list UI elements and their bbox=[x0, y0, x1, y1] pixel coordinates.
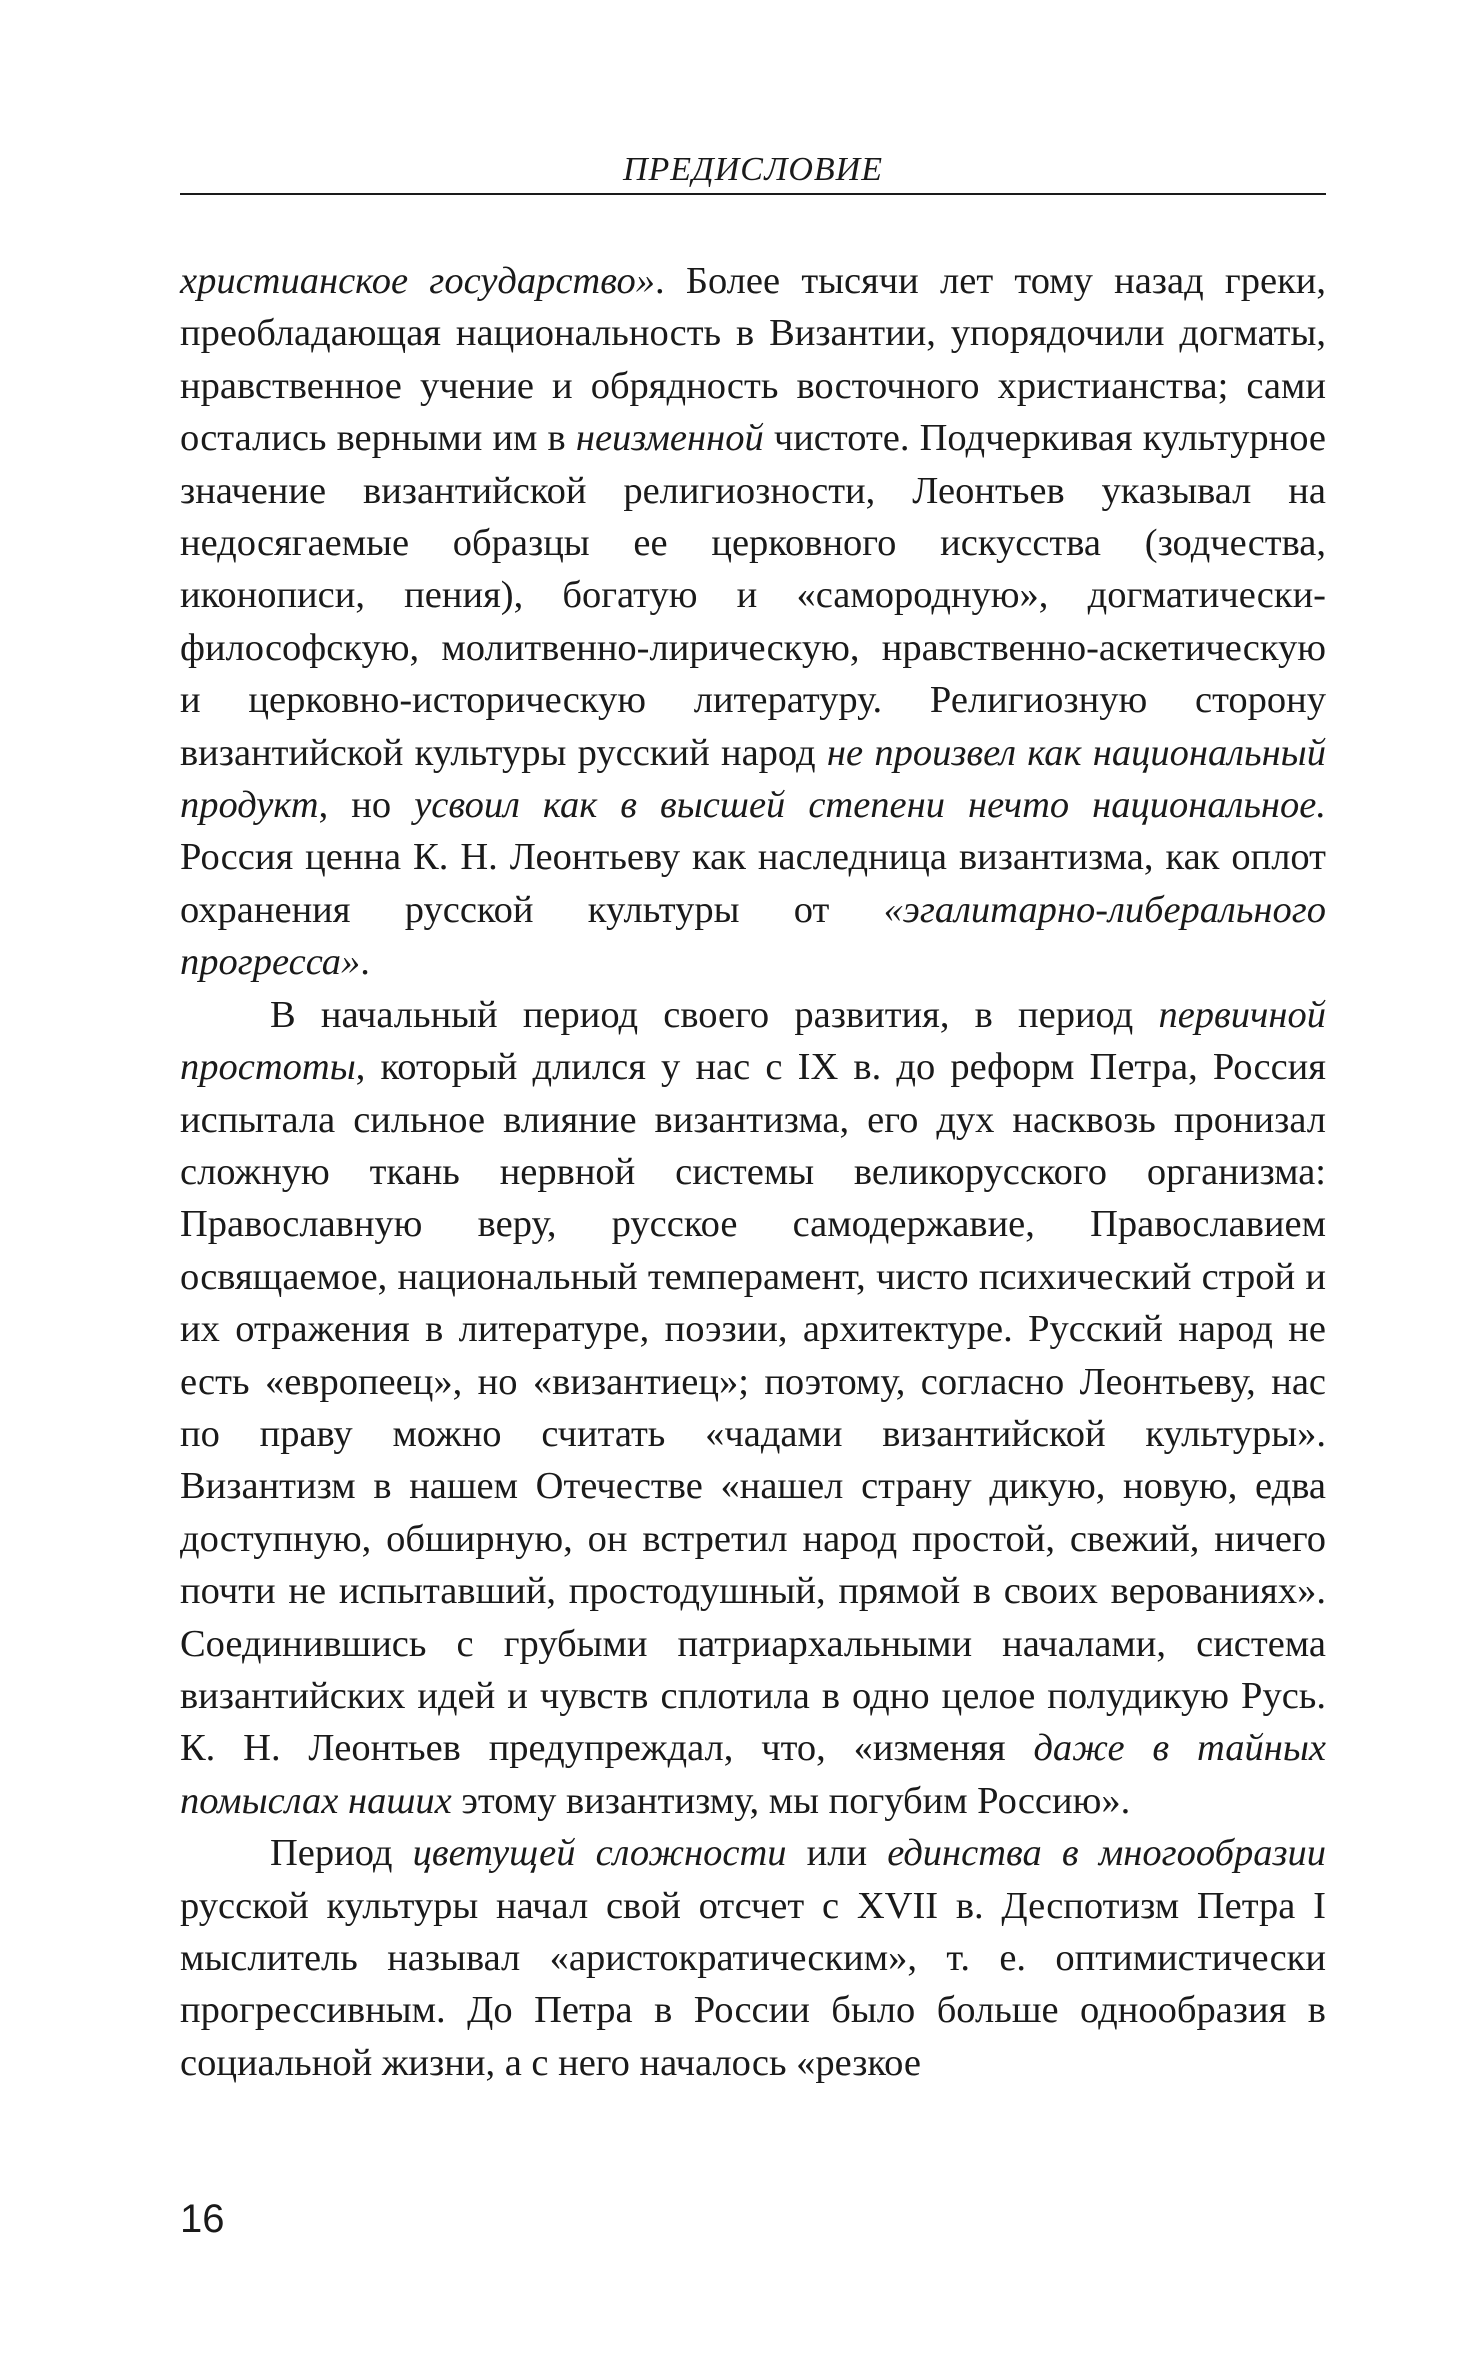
text-segment: усвоил как в высшей степени нечто национальное. bbox=[414, 784, 1326, 827]
text-segment: первичной простоты bbox=[180, 993, 1326, 1089]
text-segment: христианское государство» bbox=[180, 260, 655, 302]
text-segment: чистоте. Подчеркивая культурное значение византийской религиозности, Леонтьев указывал на недосягаемые образцы ее церковного искусства (зодчества, иконописи, пения), богатую и «самородную», догматически-философскую, молитвенно-лирическую, нравственно-аскетическую и церковно-историческую литературу. Религиозную сторону византийской культуры русский народ bbox=[180, 417, 1326, 774]
text-segment: или bbox=[786, 1832, 888, 1875]
text-segment: Период bbox=[270, 1832, 413, 1875]
text-segment: цветущей сложности bbox=[412, 1832, 787, 1875]
text-segment: , но bbox=[318, 784, 415, 827]
text-segment: , который длился у нас с IX в. до реформ Петра, Россия испытала сильное влияние византизма, его дух насквозь пронизал сложную ткань нервной системы великорусского организма: Православную веру, русское самодержавие, Православием освящаемое, национальный темперамент, чисто психический строй и их отражения в литературе, поэзии, архитектуре. Русский народ не есть «европеец», но «византиец»; поэтому, согласно Леонтьеву, нас по праву можно считать «чадами византийской культуры». Византизм в нашем Отечестве «нашел страну дикую, новую, едва доступную, обширную, он встретил народ простой, свежий, ничего почти не испытавший, простодушный, прямой в своих верованиях». Соединившись с грубыми патриархальными началами, система византийских идей и чувств сплотила в одно целое полудикую Русь. К. Н. Леонтьев предупреждал, что, «изменяя bbox=[180, 1046, 1326, 1770]
text-segment: даже в тайных помыслах наших bbox=[180, 1727, 1326, 1822]
text-segment: единства в многообразии bbox=[887, 1832, 1327, 1875]
text-segment: русской культуры начал свой отсчет с XVII в. Деспотизм Петра I мыслитель называл «аристократическим», т. е. оптимистически прогрессивным. До Петра в России было больше однообразия в социальной жизни, а с него началось «резкое bbox=[180, 1884, 1326, 2084]
text-segment: «эгалитарно-либерального прогресса» bbox=[180, 888, 1326, 984]
text-segment: В начальный период своего развития, в период bbox=[270, 993, 1159, 1036]
page-number: 16 bbox=[180, 2197, 225, 2241]
text-segment: неизменной bbox=[575, 417, 764, 460]
running-head-title: ПРЕДИСЛОВИЕ bbox=[622, 151, 884, 188]
paragraph-1 bbox=[180, 255, 1326, 989]
page-body bbox=[180, 255, 1326, 2089]
text-segment: . Более тысячи лет тому назад греки, преобладающая национальность в Византии, упорядочили догматы, нравственное учение и обрядность восточного христианства; сами остались верными им в bbox=[180, 260, 1326, 460]
text-segment: . bbox=[360, 941, 370, 984]
text-segment: этому византизму, мы погубим Россию». bbox=[451, 1779, 1131, 1822]
header-rule bbox=[180, 193, 1326, 195]
paragraph-2 bbox=[180, 989, 1326, 1828]
text-segment: Россия ценна К. Н. Леонтьеву как наследница византизма, как оплот охранения русской культуры от bbox=[180, 836, 1326, 931]
text-segment: не произвел как национальный продукт bbox=[180, 731, 1326, 827]
paragraph-3 bbox=[180, 1827, 1326, 2089]
